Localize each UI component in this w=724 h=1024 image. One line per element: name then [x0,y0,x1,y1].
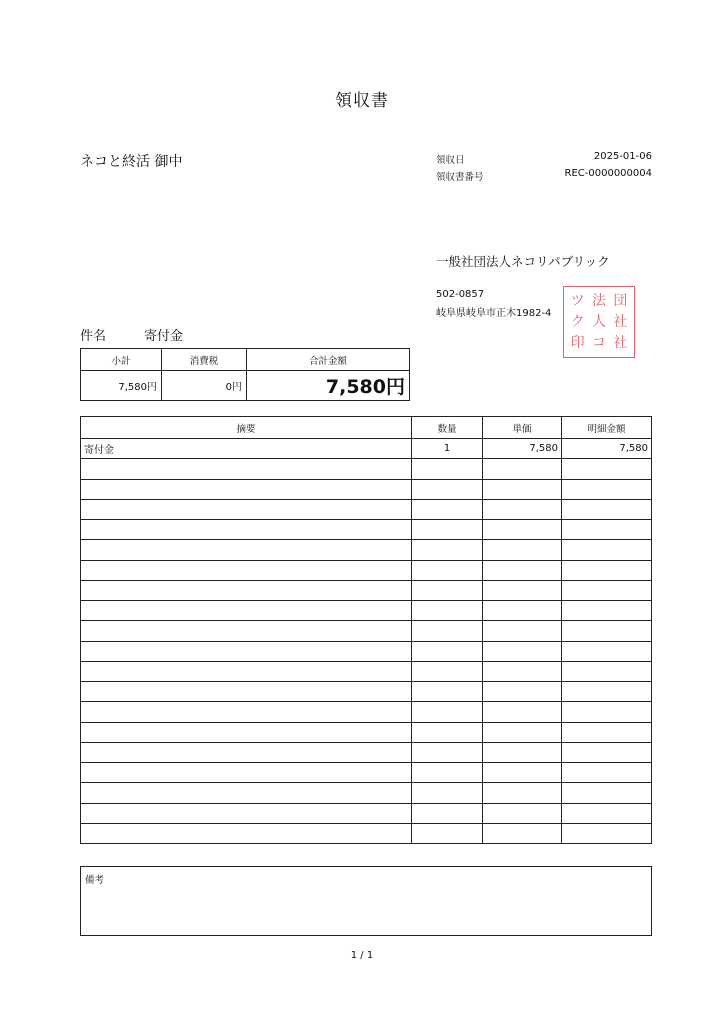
empty-cell [412,742,483,762]
empty-cell [483,499,562,519]
empty-cell [483,601,562,621]
item-amount: 7,580 [562,439,652,459]
line-amount-header: 明細金額 [562,417,652,439]
empty-cell [483,783,562,803]
table-row-empty [81,823,652,843]
empty-cell [81,763,412,783]
empty-cell [81,661,412,681]
empty-cell [81,540,412,560]
empty-cell [81,560,412,580]
table-row-empty [81,661,652,681]
empty-cell [81,823,412,843]
stamp-glyph: 社 [613,335,628,352]
table-row [81,439,652,459]
empty-cell [562,540,652,560]
empty-cell [81,479,412,499]
empty-cell [562,722,652,742]
empty-cell [483,742,562,762]
empty-cell [483,621,562,641]
item-quantity: 1 [412,439,483,459]
empty-cell [412,682,483,702]
empty-cell [483,803,562,823]
empty-cell [483,702,562,722]
table-row-empty [81,520,652,540]
table-row-empty [81,459,652,479]
empty-cell [412,560,483,580]
empty-cell [412,661,483,681]
page-number: 1 / 1 [350,950,374,961]
empty-cell [81,459,412,479]
receipt-date-value: 2025-01-06 [593,151,652,162]
table-row-empty [81,540,652,560]
stamp-glyph: 印 [570,335,585,352]
remarks-label: 備考 [85,875,105,886]
empty-cell [81,682,412,702]
empty-cell [81,742,412,762]
table-row-empty [81,621,652,641]
subtotal-value: 7,580円 [81,371,162,401]
empty-cell [562,479,652,499]
total-header: 合計金額 [247,349,410,371]
table-row-empty [81,722,652,742]
empty-cell [483,823,562,843]
empty-cell [483,641,562,661]
empty-cell [562,601,652,621]
line-items-table [80,416,652,844]
empty-cell [81,621,412,641]
empty-cell [412,601,483,621]
table-row-empty [81,499,652,519]
empty-cell [483,520,562,540]
total-amount: 7,580円 [247,371,410,401]
tax-value: 0円 [162,371,247,401]
empty-cell [483,479,562,499]
empty-cell [412,621,483,641]
description-header: 摘要 [81,417,412,439]
receipt-number-label: 領収書番号 [436,172,484,183]
empty-cell [562,520,652,540]
unit-price-header: 単価 [483,417,562,439]
empty-cell [81,499,412,519]
empty-cell [412,763,483,783]
stamp-glyph: 団 [613,292,628,309]
stamp-glyph: 法 [591,292,606,309]
empty-cell [483,661,562,681]
empty-cell [81,722,412,742]
empty-cell [483,763,562,783]
empty-cell [412,641,483,661]
document-title: 領収書 [335,91,389,111]
quantity-header: 数量 [412,417,483,439]
receipt-date-label: 領収日 [436,155,465,166]
stamp-glyph: ツ [570,292,585,309]
empty-cell [81,783,412,803]
empty-cell [81,520,412,540]
table-row-empty [81,783,652,803]
tax-header: 消費税 [162,349,247,371]
table-row-empty [81,560,652,580]
empty-cell [412,540,483,560]
empty-cell [412,722,483,742]
empty-cell [81,641,412,661]
empty-cell [412,823,483,843]
empty-cell [562,621,652,641]
receipt-number-value: REC-0000000004 [564,168,652,179]
table-row-empty [81,803,652,823]
empty-cell [562,783,652,803]
issuer-address: 岐阜県岐阜市正木1982-4 [436,308,552,319]
empty-cell [81,580,412,600]
empty-cell [483,459,562,479]
table-row-empty [81,479,652,499]
subject-value: 寄付金 [144,329,184,344]
issuer-name: 一般社団法人ネコリパブリック [436,254,610,269]
empty-cell [412,459,483,479]
stamp-glyph: 人 [591,313,606,330]
table-row-empty [81,601,652,621]
stamp-glyph: 社 [613,313,628,330]
empty-cell [412,520,483,540]
empty-cell [562,499,652,519]
empty-cell [562,742,652,762]
summary-table [80,348,410,401]
recipient-name: ネコと終活 御中 [80,154,183,170]
empty-cell [412,479,483,499]
empty-cell [81,702,412,722]
issuer-postal-code: 502-0857 [436,289,485,300]
item-unit-price: 7,580 [483,439,562,459]
empty-cell [412,702,483,722]
empty-cell [562,763,652,783]
empty-cell [412,803,483,823]
stamp-glyph: ク [570,313,585,330]
table-row-empty [81,763,652,783]
empty-cell [562,702,652,722]
empty-cell [562,580,652,600]
empty-cell [412,783,483,803]
empty-cell [483,682,562,702]
empty-cell [483,580,562,600]
subtotal-header: 小計 [81,349,162,371]
table-row-empty [81,641,652,661]
item-description: 寄付金 [81,439,412,459]
table-row-empty [81,702,652,722]
subject-label: 件名 [80,329,107,344]
empty-cell [483,722,562,742]
empty-cell [562,823,652,843]
empty-cell [562,661,652,681]
empty-cell [562,803,652,823]
empty-cell [562,641,652,661]
empty-cell [81,601,412,621]
empty-cell [483,560,562,580]
empty-cell [81,803,412,823]
empty-cell [562,459,652,479]
empty-cell [562,682,652,702]
stamp-glyph: コ [591,335,606,352]
company-seal-stamp [563,286,635,358]
empty-cell [412,580,483,600]
table-row-empty [81,682,652,702]
table-row-empty [81,580,652,600]
remarks-box [80,866,652,936]
table-row-empty [81,742,652,762]
empty-cell [483,540,562,560]
empty-cell [562,560,652,580]
empty-cell [412,499,483,519]
